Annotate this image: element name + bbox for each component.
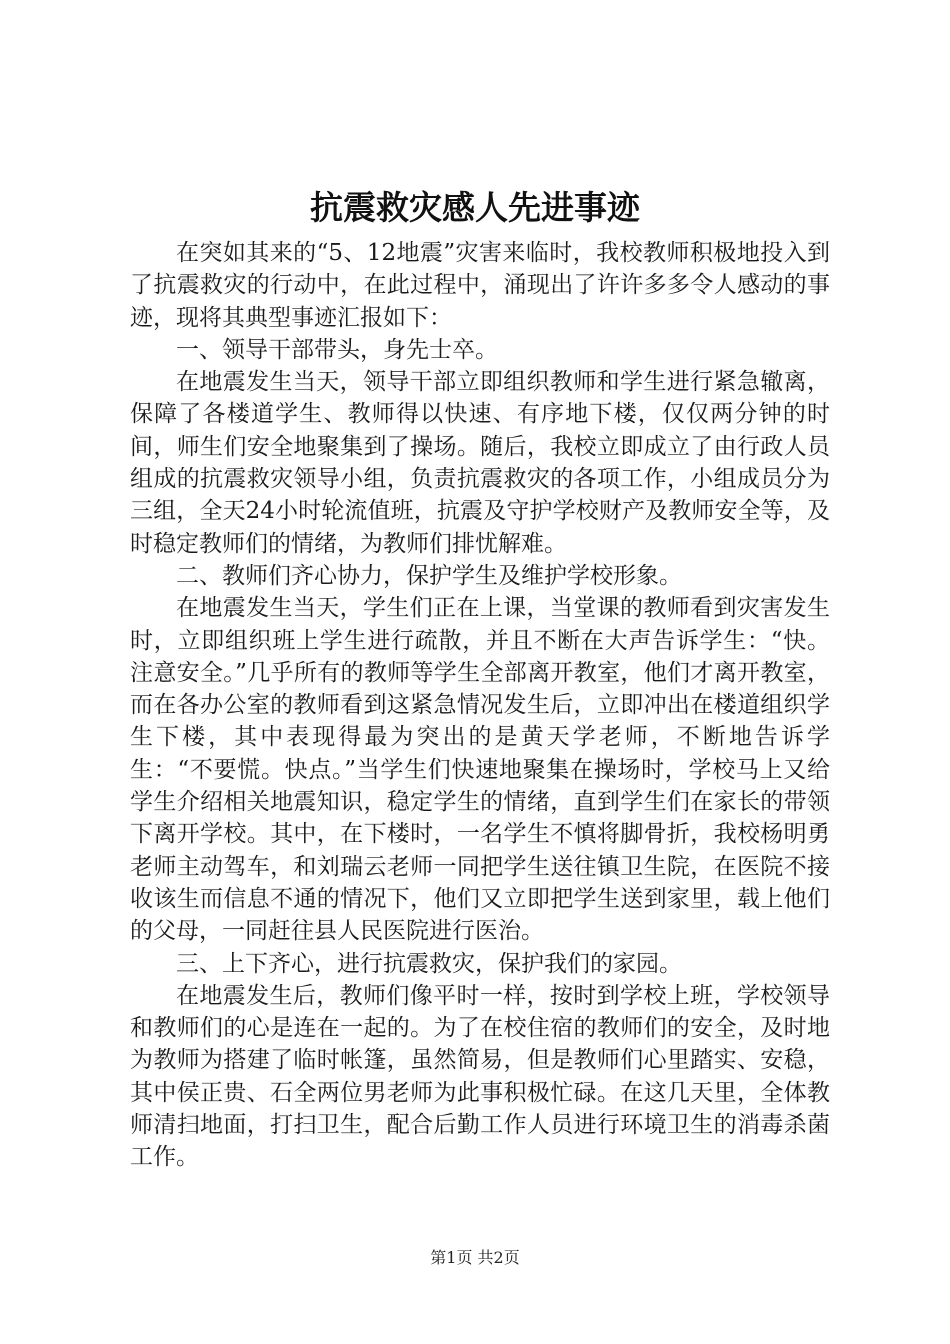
paragraph-section-2: 在地震发生当天，学生们正在上课，当堂课的教师看到灾害发生时，立即组织班上学生进行疏散，并且不断在大声告诉学生：“快。注意安全。”几乎所有的教师等学生全部离开教室，他们才离开教室，而在各办公室的教师看到这紧急情况发生后，立即冲出在楼道组织学生下楼，其中表现得最为突出的是黄天学老师，不断地告诉学生：“不要慌。快点。”当学生们快速地聚集在操场时，学校马上又给学生介绍相关地震知识，稳定学生的情绪，直到学生们在家长的带领下离开学校。其中，在下楼时，一名学生不慎将脚骨折，我校杨明勇老师主动驾车，和刘瑞云老师一同把学生送往镇卫生院，在医院不接收该生而信息不通的情况下，他们又立即把学生送到家里，载上他们的父母，一同赶往县人民医院进行医治。 [130, 595, 830, 945]
section-heading-1: 一、领导干部带头，身先士卒。 [176, 336, 498, 363]
paragraph-intro: 在突如其来的“5、12地震”灾害来临时，我校教师积极地投入到了抗震救灾的行动中，在此过程中，涌现出了许许多多令人感动的事迹，现将其典型事迹汇报如下： [130, 240, 830, 331]
document-body [130, 237, 830, 1174]
paragraph-section-3: 在地震发生后，教师们像平时一样，按时到学校上班，学校领导和教师们的心是连在一起的。为了在校住宿的教师们的安全，及时地为教师为搭建了临时帐篷，虽然简易，但是教师们心里踏实、安稳，其中侯正贵、石全两位男老师为此事积极忙碌。在这几天里，全体教师清扫地面，打扫卫生，配合后勤工作人员进行环境卫生的消毒杀菌工作。 [130, 982, 830, 1171]
paragraph-section-1: 在地震发生当天，领导干部立即组织教师和学生进行紧急辙离，保障了各楼道学生、教师得以快速、有序地下楼，仅仅两分钟的时间，师生们安全地聚集到了操场。随后，我校立即成立了由行政人员组成的抗震救灾领导小组，负责抗震救灾的各项工作，小组成员分为三组，全天24小时轮流值班，抗震及守护学校财产及教师安全等，及时稳定教师们的情绪，为教师们排忧解难。 [130, 369, 830, 557]
section-heading-3: 三、上下齐心，进行抗震救灾，保护我们的家园。 [176, 950, 682, 977]
page-footer: 第1页 共2页 [430, 1248, 520, 1267]
document-title: 抗震救灾感人先进事迹 [310, 188, 640, 227]
section-heading-2: 二、教师们齐心协力，保护学生及维护学校形象。 [176, 562, 682, 589]
